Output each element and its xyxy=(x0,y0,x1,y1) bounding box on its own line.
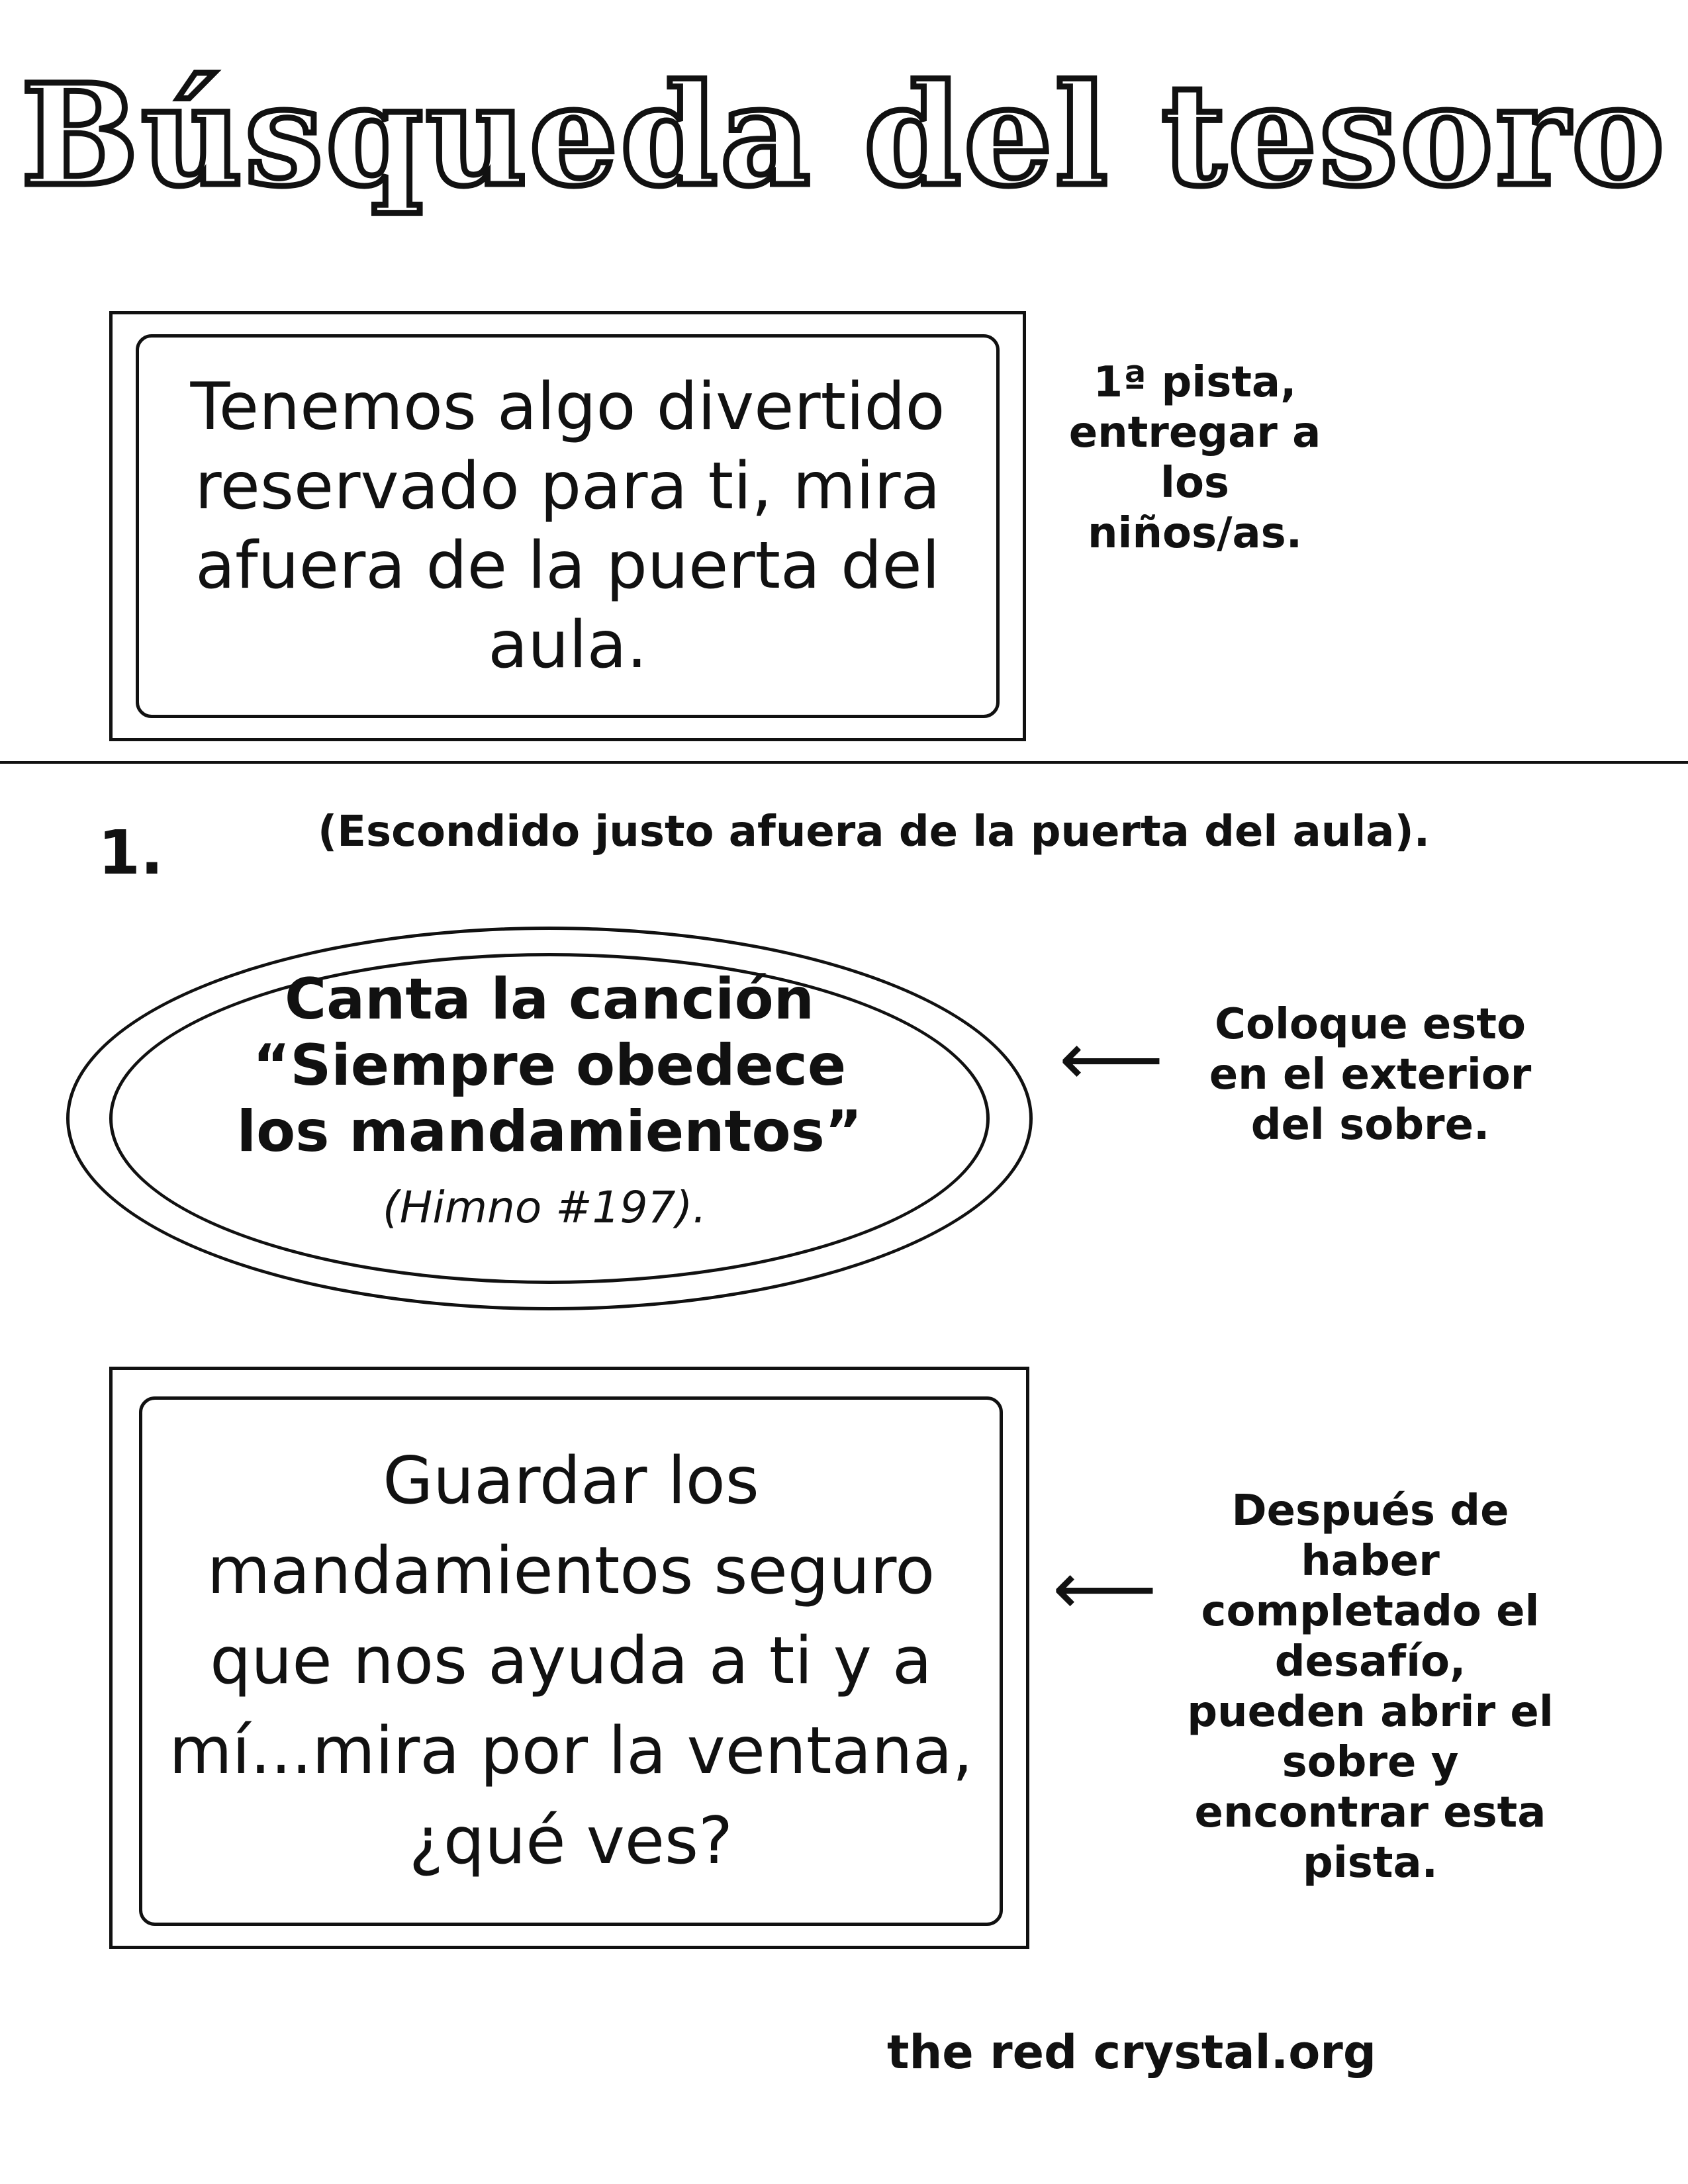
second-clue-note: Después de haber completado el desafío, pueden abrir el sobre y encontrar esta pista. xyxy=(1187,1486,1554,1888)
second-clue-card xyxy=(139,1396,1003,1926)
footer-site: the red crystal.org xyxy=(887,2025,1376,2079)
first-clue-card xyxy=(136,334,1000,718)
challenge-arrow-icon: ⟵ xyxy=(1059,1017,1164,1101)
first-clue-note: 1ª pista, entregar a los niños/as. xyxy=(1068,358,1321,558)
challenge-note: Coloque esto en el exterior del sobre. xyxy=(1209,1000,1532,1150)
challenge-song: Canta la canción “Siempre obedece los mandamientos” xyxy=(236,966,863,1165)
challenge-hymn: (Himno #197). xyxy=(383,1182,707,1233)
second-clue-text: Guardar los mandamientos seguro que nos ayuda a ti y a mí...mira por la ventana, ¿qué ves? xyxy=(169,1443,973,1879)
first-clue-card-frame xyxy=(109,311,1026,741)
page-title: Búsqueda del tesoro xyxy=(21,54,1667,217)
first-clue-text: Tenemos algo divertido reservado para ti, mira afuera de la puerta del aula. xyxy=(190,369,945,683)
section-location: (Escondido justo afuera de la puerta del aula). xyxy=(318,807,1430,856)
section-divider xyxy=(0,761,1688,764)
second-clue-card-frame xyxy=(109,1367,1029,1949)
second-clue-arrow-icon: ⟵ xyxy=(1053,1546,1157,1631)
section-number: 1. xyxy=(98,817,164,888)
